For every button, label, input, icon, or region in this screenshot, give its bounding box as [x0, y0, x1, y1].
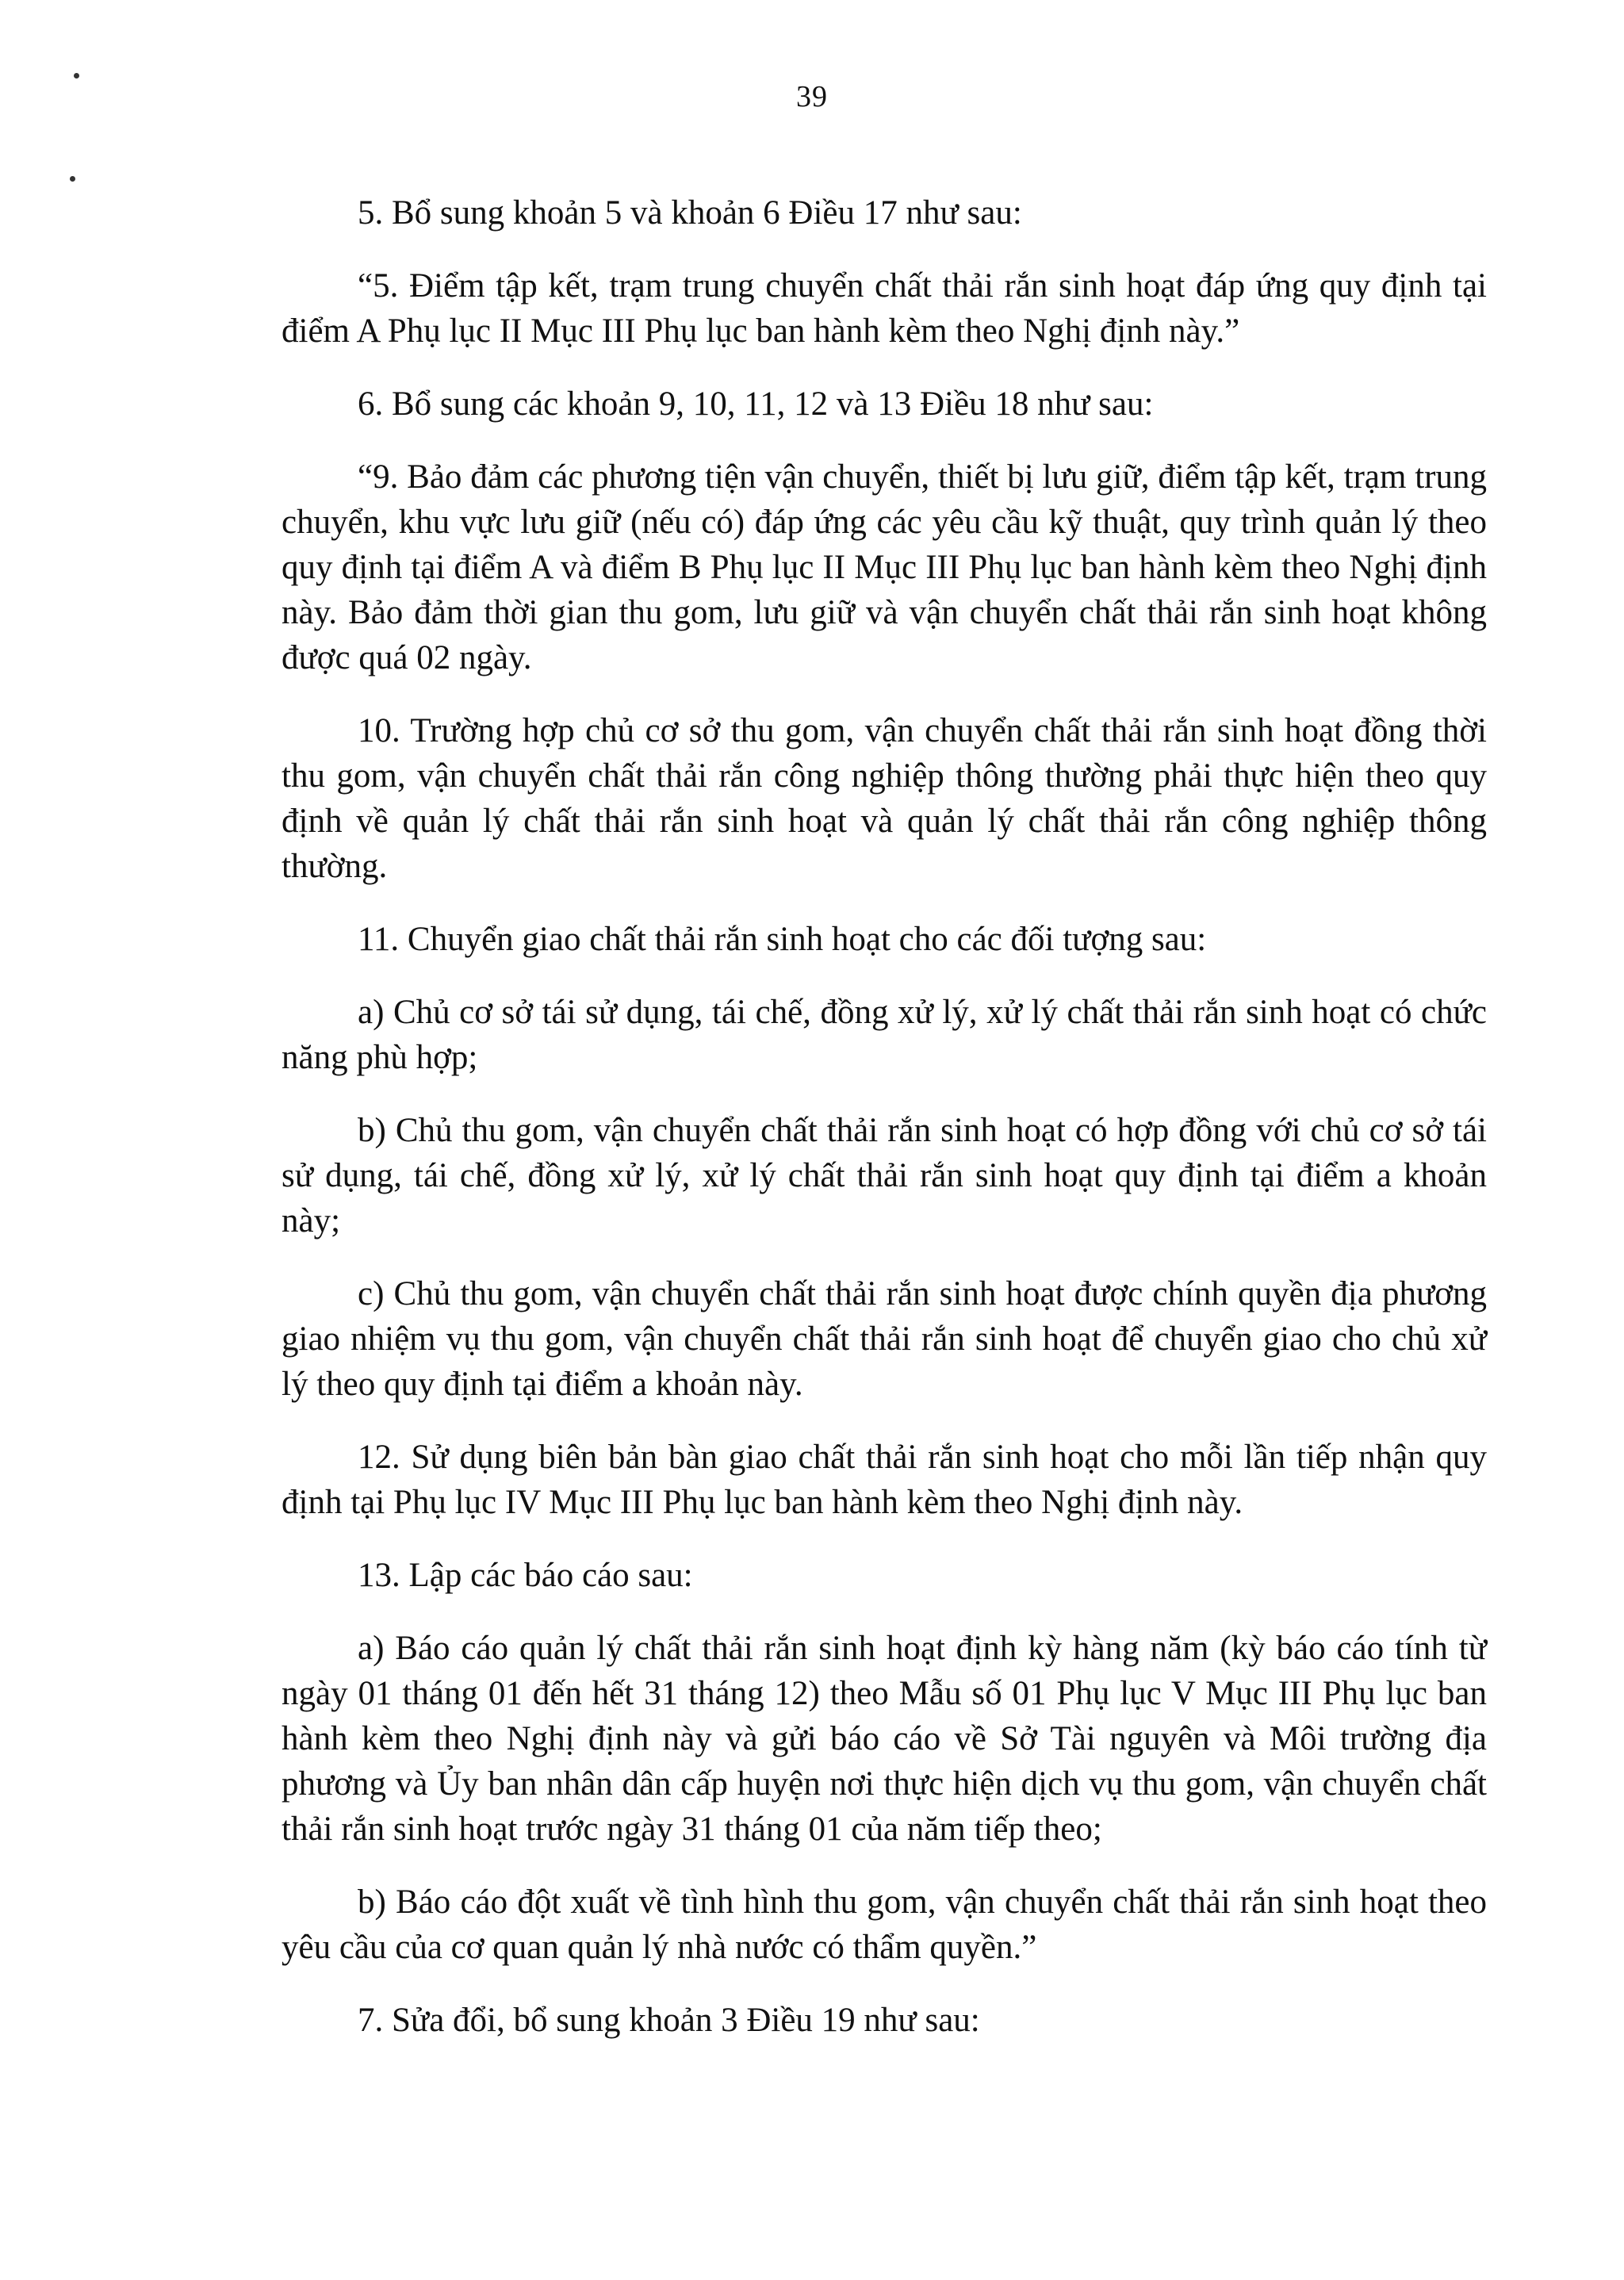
clause-18-13: 13. Lập các báo cáo sau:: [358, 1557, 693, 1594]
clause-18-13-a: a) Báo cáo quản lý chất thải rắn sinh hoạt định kỳ hàng năm (kỳ báo cáo tính từ ngày 01 tháng 01 đến hết 31 tháng 12) theo Mẫu số 01 Phụ lục V Mục III Phụ lục ban hành kèm theo Nghị định này và gửi báo cáo về Sở Tài nguyên và Môi trường địa phương và Ủy ban nhân dân cấp huyện nơi thực hiện dịch vụ thu gom, vận chuyển chất thải rắn sinh hoạt trước ngày 31 tháng 01 của năm tiếp theo;: [282, 1630, 1487, 1848]
clause-18-13-b: b) Báo cáo đột xuất về tình hình thu gom, vận chuyển chất thải rắn sinh hoạt theo yêu cầu của cơ quan quản lý nhà nước có thẩm quyền.”: [282, 1883, 1487, 1966]
scan-speck: [74, 73, 79, 79]
amendment-heading-6: 6. Bổ sung các khoản 9, 10, 11, 12 và 13 Điều 18 như sau:: [358, 385, 1154, 423]
clause-18-11-b: b) Chủ thu gom, vận chuyển chất thải rắn sinh hoạt có hợp đồng với chủ cơ sở tái sử dụng, tái chế, đồng xử lý, xử lý chất thải rắn sinh hoạt quy định tại điểm a khoản này;: [282, 1112, 1487, 1240]
amendment-heading-5: 5. Bổ sung khoản 5 và khoản 6 Điều 17 như sau:: [358, 194, 1022, 232]
amendment-heading-7: 7. Sửa đổi, bổ sung khoản 3 Điều 19 như sau:: [358, 2002, 980, 2039]
clause-18-12: 12. Sử dụng biên bản bàn giao chất thải rắn sinh hoạt cho mỗi lần tiếp nhận quy định tại Phụ lục IV Mục III Phụ lục ban hành kèm theo Nghị định này.: [282, 1439, 1487, 1521]
page-number: 39: [796, 80, 828, 113]
clause-18-11-c: c) Chủ thu gom, vận chuyển chất thải rắn sinh hoạt được chính quyền địa phương giao nhiệm vụ thu gom, vận chuyển chất thải rắn sinh hoạt để chuyển giao cho chủ xử lý theo quy định tại điểm a khoản này.: [282, 1275, 1487, 1403]
clause-18-11: 11. Chuyển giao chất thải rắn sinh hoạt cho các đối tượng sau:: [358, 921, 1207, 958]
clause-18-9: “9. Bảo đảm các phương tiện vận chuyển, thiết bị lưu giữ, điểm tập kết, trạm trung chuyển, khu vực lưu giữ (nếu có) đáp ứng các yêu cầu kỹ thuật, quy trình quản lý theo quy định tại điểm A và điểm B Phụ lục II Mục III Phụ lục ban hành kèm theo Nghị định này. Bảo đảm thời gian thu gom, lưu giữ và vận chuyển chất thải rắn sinh hoạt không được quá 02 ngày.: [282, 458, 1487, 676]
document-body: [282, 190, 1487, 2071]
clause-18-11-a: a) Chủ cơ sở tái sử dụng, tái chế, đồng xử lý, xử lý chất thải rắn sinh hoạt có chức năng phù hợp;: [282, 994, 1487, 1076]
clause-17-5: “5. Điểm tập kết, trạm trung chuyển chất thải rắn sinh hoạt đáp ứng quy định tại điểm A Phụ lục II Mục III Phụ lục ban hành kèm theo Nghị định này.”: [282, 267, 1487, 350]
clause-18-10: 10. Trường hợp chủ cơ sở thu gom, vận chuyển chất thải rắn sinh hoạt đồng thời thu gom, vận chuyển chất thải rắn công nghiệp thông thường phải thực hiện theo quy định về quản lý chất thải rắn sinh hoạt và quản lý chất thải rắn công nghiệp thông thường.: [282, 712, 1487, 885]
scan-speck: [70, 176, 75, 182]
